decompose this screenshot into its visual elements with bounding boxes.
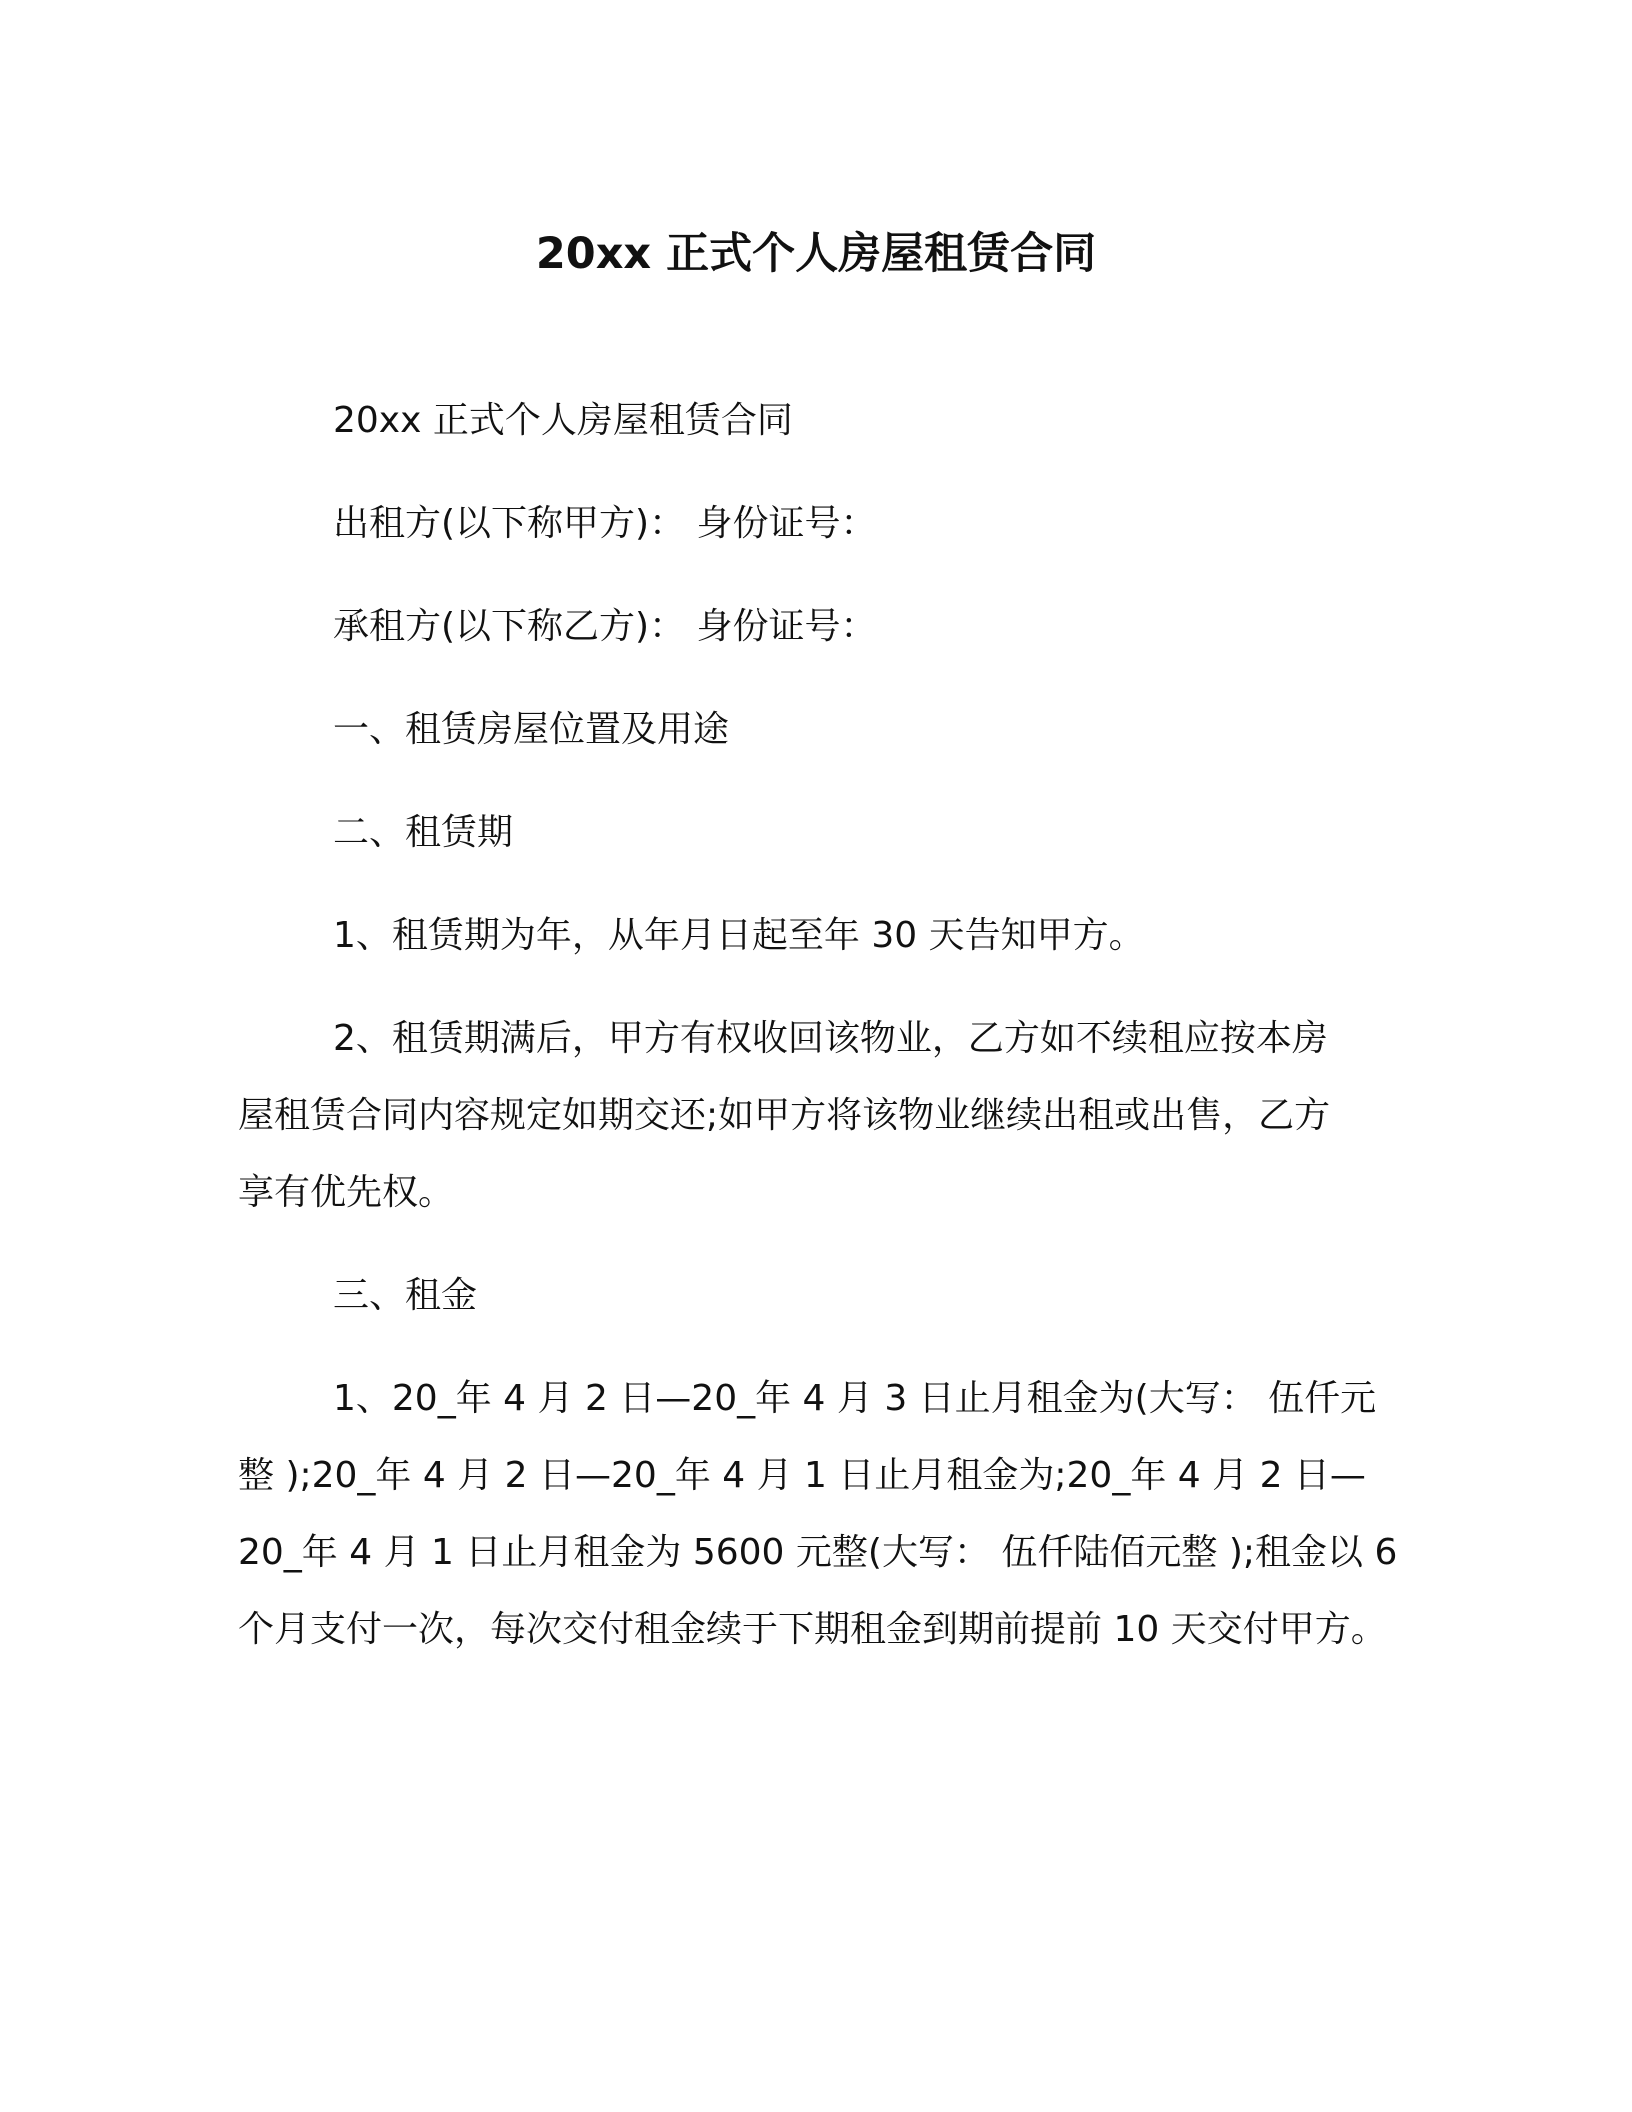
term-clause-2-line-3: 享有优先权。 <box>238 1172 455 1213</box>
section-heading-term: 二、租赁期 <box>333 812 514 853</box>
rent-clause-1-line-2: 整 );20_年 4 月 2 日—20_年 4 月 1 日止月租金为;20_年 4 月 2 日— <box>238 1455 1366 1496</box>
term-clause-2-line-2: 屋租赁合同内容规定如期交还;如甲方将该物业继续出租或出售，乙方 <box>238 1095 1331 1136</box>
rent-clause-1-line-1: 1、20_年 4 月 2 日—20_年 4 月 3 日止月租金为(大写： 伍仟元 <box>333 1378 1377 1419</box>
rent-clause-1-line-4: 个月支付一次，每次交付租金续于下期租金到期前提前 10 天交付甲方。 <box>238 1609 1387 1650</box>
section-heading-location: 一、租赁房屋位置及用途 <box>333 709 730 750</box>
lessee-line: 承租方(以下称乙方)： 身份证号： <box>333 606 877 647</box>
rent-clause-1-line-3: 20_年 4 月 1 日止月租金为 5600 元整(大写： 伍仟陆佰元整 );租金以 6 <box>238 1532 1398 1573</box>
term-clause-1: 1、租赁期为年，从年月日起至年 30 天告知甲方。 <box>333 915 1145 956</box>
section-heading-rent: 三、租金 <box>333 1275 478 1316</box>
document-title: 20xx 正式个人房屋租赁合同 <box>535 229 1097 279</box>
subtitle-line: 20xx 正式个人房屋租赁合同 <box>333 400 793 441</box>
term-clause-2-line-1: 2、租赁期满后，甲方有权收回该物业，乙方如不续租应按本房 <box>333 1018 1328 1059</box>
lessor-line: 出租方(以下称甲方)： 身份证号： <box>333 503 877 544</box>
